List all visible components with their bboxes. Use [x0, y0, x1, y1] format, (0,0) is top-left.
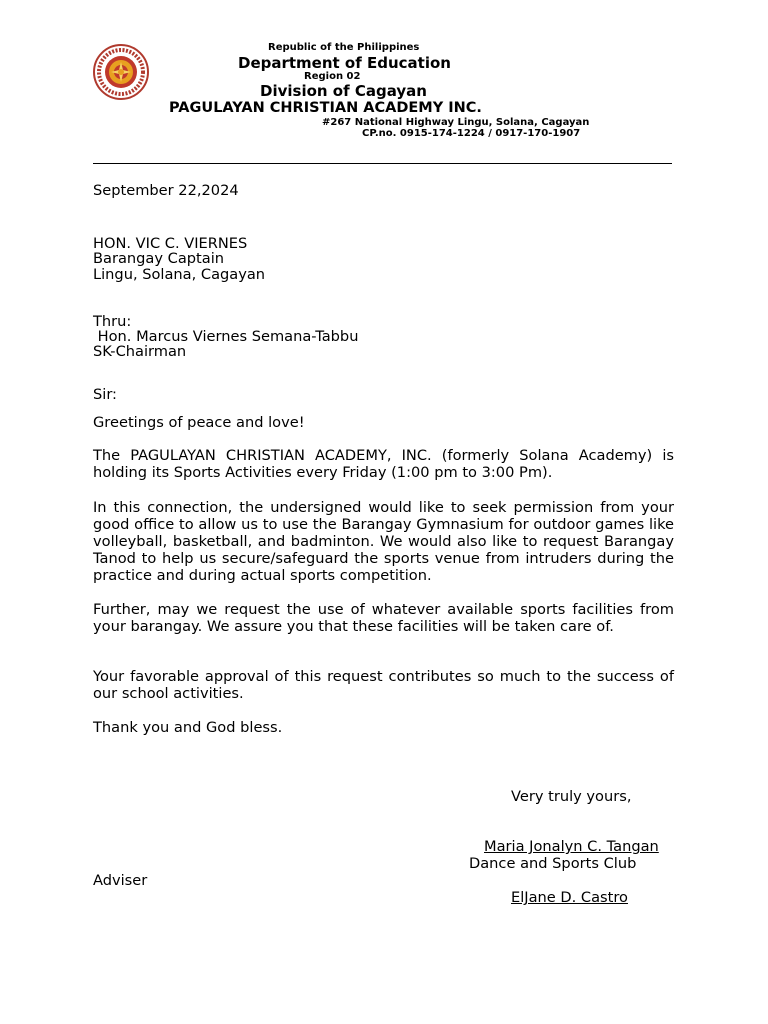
body-paragraph-3: Further, may we request the use of whatever available sports facilities from your barangay. We assure you that these facilities will be taken care of.	[93, 601, 674, 635]
thru-name: Hon. Marcus Viernes Semana-Tabbu	[93, 328, 359, 345]
recipient-title: Barangay Captain	[93, 250, 224, 267]
header-divider	[93, 163, 672, 164]
body-paragraph-4: Your favorable approval of this request contributes so much to the success of our school activities.	[93, 668, 674, 702]
thru-label: Thru:	[93, 313, 132, 330]
thru-title: SK-Chairman	[93, 343, 187, 360]
school-contact: CP.no. 0915-174-1224 / 0917-170-1907	[362, 128, 581, 139]
letter-date: September 22,2024	[93, 182, 239, 199]
signatory-1-role: Dance and Sports Club	[469, 855, 637, 872]
body-paragraph-1: The PAGULAYAN CHRISTIAN ACADEMY, INC. (formerly Solana Academy) is holding its Sports Activities every Friday (1:00 pm to 3:00 Pm).	[93, 447, 674, 481]
closing-line: Very truly yours,	[511, 788, 632, 805]
thanks-line: Thank you and God bless.	[93, 719, 283, 736]
salutation: Sir:	[93, 386, 117, 403]
school-name: PAGULAYAN CHRISTIAN ACADEMY INC.	[169, 100, 482, 116]
recipient-name: HON. VIC C. VIERNES	[93, 235, 248, 252]
school-address: #267 National Highway Lingu, Solana, Cagayan	[322, 117, 590, 128]
signatory-1-name: Maria Jonalyn C. Tangan	[484, 838, 659, 855]
division-line: Division of Cagayan	[260, 82, 427, 100]
region-line: Region 02	[304, 71, 361, 82]
deped-seal-icon	[93, 44, 149, 100]
recipient-address: Lingu, Solana, Cagayan	[93, 266, 266, 283]
signatory-2-name: ElJane D. Castro	[511, 889, 628, 906]
greeting: Greetings of peace and love!	[93, 414, 305, 431]
signatory-1-role-continued: Adviser	[93, 872, 148, 889]
republic-line: Republic of the Philippines	[268, 42, 420, 53]
body-paragraph-2: In this connection, the undersigned would like to seek permission from your good office to allow us to use the Barangay Gymnasium for outdoor games like volleyball, basketball, and badminton. We would also like to request Barangay Tanod to help us secure/safeguard the sports venue from intruders during the practice and during actual sports competition.	[93, 499, 674, 584]
department-line: Department of Education	[238, 54, 451, 72]
